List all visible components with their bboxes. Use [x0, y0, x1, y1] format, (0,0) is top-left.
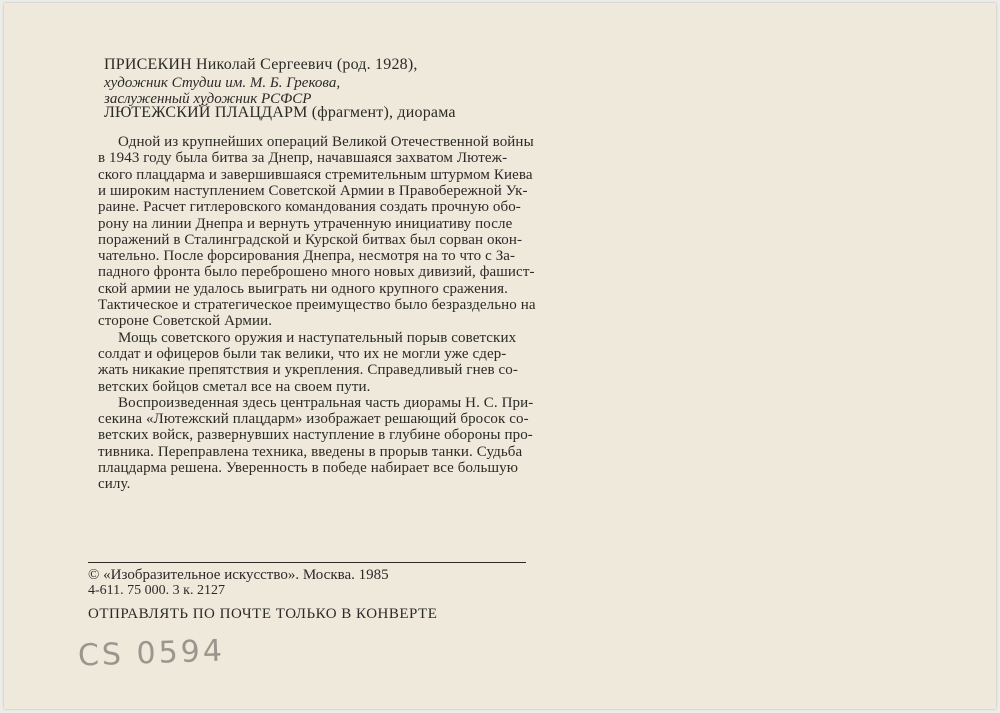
author-line: ПРИСЕКИН Николай Сергеевич (род. 1928),: [104, 56, 418, 73]
mailing-notice: ОТПРАВЛЯТЬ ПО ПОЧТЕ ТОЛЬКО В КОНВЕРТЕ: [88, 606, 438, 622]
description-line: ветских войск, развернувших наступление в глубине обороны про-: [98, 427, 533, 444]
artwork-title: ЛЮТЕЖСКИЙ ПЛАЦДАРМ (фрагмент), диорама: [104, 104, 456, 121]
description-line: чательно. После форсирования Днепра, несмотря на то что с За-: [98, 248, 516, 265]
inventory-stamp: CS 0594: [77, 633, 226, 674]
description-line: Тактическое и стратегическое преимущество было безраздельно на: [98, 297, 536, 313]
description-line: стороне Советской Армии.: [98, 313, 273, 330]
description-line: ской армии не удалось выиграть ни одного крупного сражения.: [98, 280, 508, 297]
description-line: ветских бойцов сметал все на своем пути.: [98, 378, 371, 395]
description-line: ского плацдарма и завершившаяся стремительным штурмом Киева: [98, 166, 533, 183]
description-line: плацдарма решена. Уверенность в победе набирает все большую: [98, 460, 518, 476]
description-line: тивника. Переправлена техника, введены в прорыв танки. Судьба: [98, 443, 523, 460]
description-line: и широким наступлением Советской Армии в Правобережной Ук-: [98, 182, 528, 199]
description-line: секина «Лютежский плацдарм» изображает решающий бросок со-: [98, 411, 529, 428]
divider-line: [88, 562, 526, 563]
print-code-line: 4-611. 75 000. 3 к. 2127: [88, 583, 225, 598]
description-line: рону на линии Днепра и вернуть утраченную инициативу после: [98, 215, 513, 232]
description-line: солдат и офицеров были так велики, что их не могли уже сдер-: [98, 345, 507, 362]
description-line: поражений в Сталинградской и Курской битвах был сорван окон-: [98, 231, 523, 248]
description-line: падного фронта было переброшено много новых дивизий, фашист-: [98, 264, 535, 281]
description-line: жать никакие препятствия и укрепления. Справедливый гнев со-: [98, 362, 518, 379]
description-line: раине. Расчет гитлеровского командования создать прочную обо-: [98, 199, 521, 216]
description-line: Одной из крупнейших операций Великой Отечественной войны: [118, 134, 534, 150]
description-line: Воспроизведенная здесь центральная часть диорамы Н. С. При-: [118, 394, 534, 411]
description-line: Мощь советского оружия и наступательный порыв советских: [118, 329, 517, 346]
publisher-line: © «Изобразительное искусство». Москва. 1985: [88, 567, 389, 583]
author-role-line-2: заслуженный художник РСФСР: [104, 91, 312, 107]
description-line: в 1943 году была битва за Днепр, начавшаяся захватом Лютеж-: [98, 150, 508, 167]
description-line: силу.: [98, 476, 131, 493]
author-role-line-1: художник Студии им. М. Б. Грекова,: [104, 75, 341, 91]
